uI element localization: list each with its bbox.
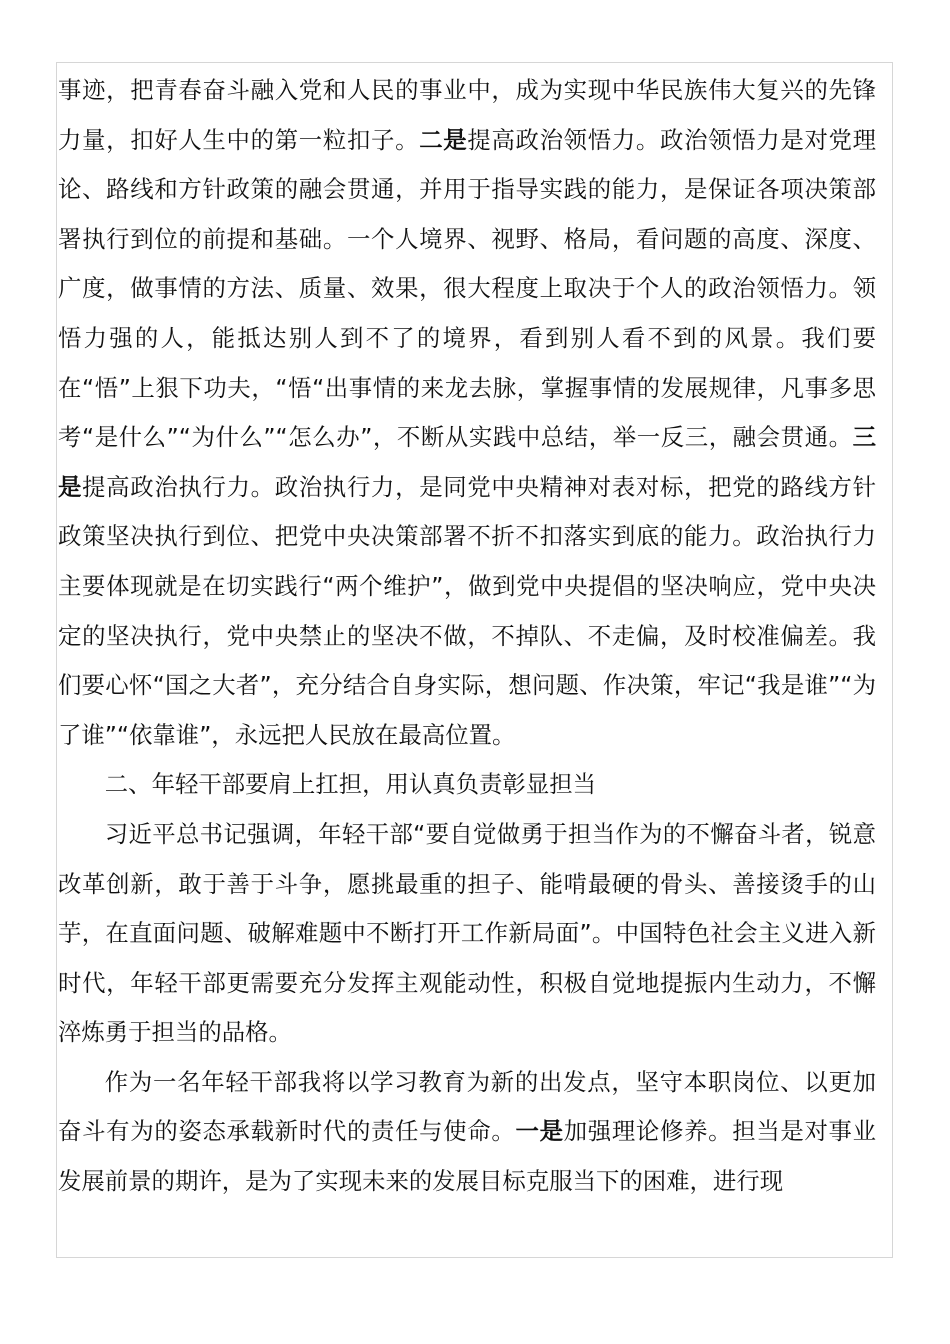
section-heading xyxy=(58,760,876,810)
paragraph-quote xyxy=(58,810,876,1058)
section-heading-text: 二、年轻干部要肩上扛担，用认真负责彰显担当 xyxy=(104,770,596,799)
text-segment: 作为一名年轻干部我将以学习教育为新的出发点，坚守本职岗位、以更加奋斗有为的姿态承载新时代的责任与使命。 xyxy=(58,1067,876,1146)
text-segment: 习近平总书记强调，年轻干部“要自觉做勇于担当作为的不懈奋斗者，锐意改革创新，敢于善于斗争，愿挑最重的担子、能啃最硬的骨头、善接烫手的山芋，在直面问题、破解难题中不断打开工作新局面”。中国特色社会主义进入新时代，年轻干部更需要充分发挥主观能动性，积极自觉地提振内生动力，不懈淬炼勇于担当的品格。 xyxy=(58,819,876,1047)
paragraph-political-abilities xyxy=(58,66,876,760)
text-segment: 提高政治领悟力。政治领悟力是对党理论、路线和方针政策的融会贯通，并用于指导实践的能力，是保证各项决策部署执行到位的前提和基础。一个人境界、视野、格局，看问题的高度、深度、广度，做事情的方法、质量、效果，很大程度上取决于个人的政治领悟力。领悟力强的人，能抵达别人到不了的境界，看到别人看不到的风景。我们要在“悟”上狠下功夫，“悟“出事情的来龙去脉，掌握事情的发展规律，凡事多思考“是什么”“为什么”“怎么办”，不断从实践中总结，举一反三，融会贯通。 xyxy=(58,125,877,452)
document-body xyxy=(58,66,876,1207)
paragraph-commitment xyxy=(58,1058,876,1207)
text-segment: 加强理论修养。担当是对事业发展前景的期许，是为了实现未来的发展目标克服当下的困难，进行现 xyxy=(58,1117,877,1196)
text-segment: 提高政治执行力。政治执行力，是同党中央精神对表对标，把党的路线方针政策坚决执行到位、把党中央决策部署不折不扣落实到底的能力。政治执行力主要体现就是在切实践行“两个维护”，做到党中央提倡的坚决响应，党中央决定的坚决执行，党中央禁止的坚决不做，不掉队、不走偏，及时校准偏差。我们要心怀“国之大者”，充分结合自身实际，想问题、作决策，牢记“我是谁”“为了谁”“依靠谁”，永远把人民放在最高位置。 xyxy=(58,472,877,749)
bold-marker-second: 二是 xyxy=(419,125,468,154)
text-segment: 事迹，把青春奋斗融入党和人民的事业中，成为实现中华民族伟大复兴的先锋力量，扣好人生中的第一粒扣子。 xyxy=(58,76,876,154)
bold-marker-first: 一是 xyxy=(515,1117,564,1146)
bold-marker-third: 三是 xyxy=(58,423,876,501)
